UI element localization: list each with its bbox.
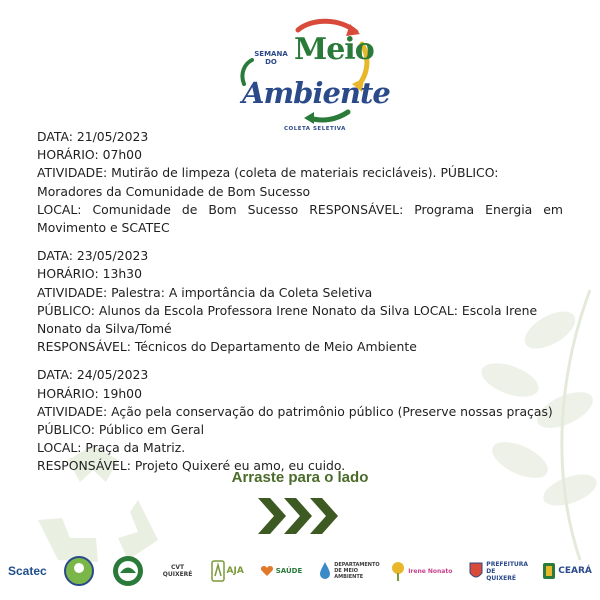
coleta-seletiva-label: COLETA SELETIVA	[284, 126, 346, 132]
event-date: DATA: 21/05/2023	[37, 129, 149, 144]
event-block	[37, 247, 563, 356]
chevrons-right-icon[interactable]	[256, 494, 342, 538]
event-location: Nonato da Silva/Tomé	[37, 321, 172, 337]
meio-label: Meio	[294, 32, 374, 67]
coat-of-arms-icon	[468, 561, 484, 581]
ambiente-label: Ambiente	[242, 76, 390, 110]
semana-meio-ambiente-logo	[240, 14, 390, 134]
event-activity: ATIVIDADE: Ação pela conservação do patrimônio público (Preserve nossas praças)	[37, 403, 553, 419]
scatec-logo: Scatec	[8, 564, 47, 578]
event-time: HORÁRIO: 13h30	[37, 266, 142, 282]
heart-icon	[260, 564, 274, 578]
event-audience: PÚBLICO: Alunos da Escola Professora Irene Nonato da Silva LOCAL: Escola Irene	[37, 302, 538, 318]
green-seal-logo	[111, 551, 145, 591]
round-emblem-icon	[63, 555, 95, 587]
event-block	[37, 366, 563, 475]
event-responsible: RESPONSÁVEL: Técnicos do Departamento de Meio Ambiente	[37, 339, 417, 355]
departamento-meio-ambiente-logo: DEPARTAMENTO DE MEIO AMBIENTE	[318, 551, 374, 591]
saude-logo: SAÚDE	[260, 551, 303, 591]
swipe-hint-label: Arraste para o lado	[231, 469, 369, 486]
sun-icon	[390, 560, 406, 582]
water-drop-icon	[318, 560, 332, 582]
event-location: LOCAL: Praça da Matriz.	[37, 440, 186, 456]
event-activity: ATIVIDADE: Palestra: A importância da Coleta Seletiva	[37, 284, 373, 300]
seal-icon	[111, 554, 145, 588]
event-date: DATA: 24/05/2023	[37, 367, 149, 383]
circle-emblem-logo	[63, 551, 95, 591]
event-date: DATA: 23/05/2023	[37, 248, 149, 264]
ceara-logo: CEARÁ	[542, 551, 592, 591]
aja-logo: AJA	[211, 551, 244, 591]
event-activity: ATIVIDADE: Mutirão de limpeza (coleta de materiais recicláveis). PÚBLICO:	[37, 165, 499, 181]
event-audience: PÚBLICO: Público em Geral	[37, 422, 205, 438]
event-time: HORÁRIO: 19h00	[37, 385, 142, 401]
ceara-emblem-icon	[542, 562, 556, 580]
semana-do-label: SEMANA DO	[254, 50, 288, 66]
event-responsible: Movimento e SCATEC	[37, 220, 170, 236]
event-responsible: RESPONSÁVEL: Projeto Quixeré eu amo, eu cuido.	[37, 458, 346, 474]
event-block	[37, 128, 563, 237]
irene-nonato-logo: Irene Nonato	[390, 551, 452, 591]
event-schedule	[37, 128, 563, 486]
event-time: HORÁRIO: 07h00	[37, 147, 142, 163]
prefeitura-quixere-logo: PREFEITURA DE QUIXERÉ	[468, 551, 526, 591]
event-location: LOCAL: Comunidade de Bom Sucesso RESPONSÁVEL: Programa Energia em	[37, 201, 563, 217]
partner-logos	[8, 546, 592, 596]
cvt-logo: CVT QUIXERÉ	[162, 564, 193, 578]
aja-emblem-icon	[211, 560, 225, 582]
event-audience: Moradores da Comunidade de Bom Sucesso	[37, 183, 311, 199]
